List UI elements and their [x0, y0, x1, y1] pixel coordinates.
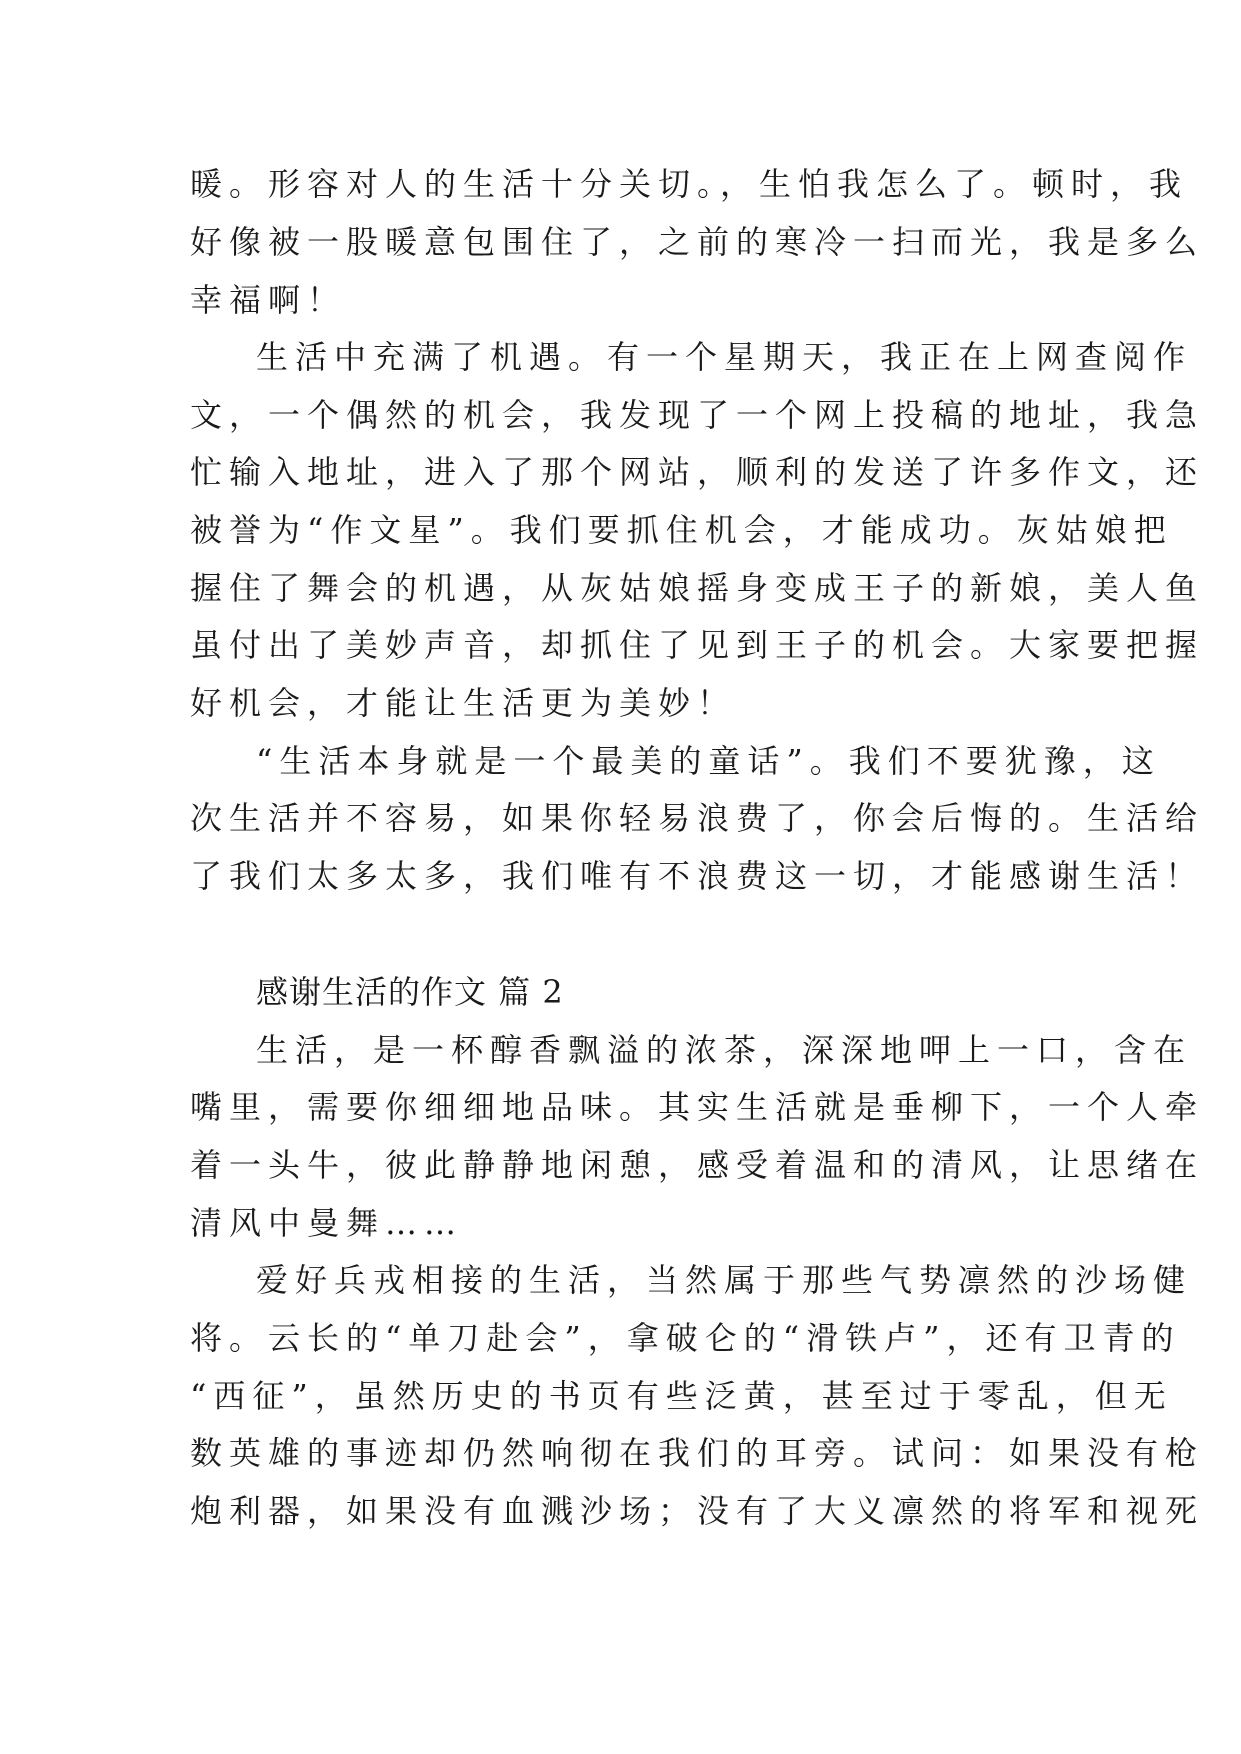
- section-heading: 感谢生活的作文 篇 2: [256, 973, 564, 1011]
- paragraph-line: 爱好兵戎相接的生活，当然属于那些气势凛然的沙场健: [256, 1261, 1193, 1299]
- paragraph-line: 着一头牛，彼此静静地闲憩，感受着温和的清风，让思绪在: [190, 1146, 1205, 1184]
- paragraph-line: 生活，是一杯醇香飘溢的浓茶，深深地呷上一口，含在: [256, 1031, 1193, 1069]
- paragraph-line: 嘴里，需要你细细地品味。其实生活就是垂柳下，一个人牵: [190, 1088, 1205, 1126]
- paragraph-line: 被誉为“作文星”。我们要抓住机会，才能成功。灰姑娘把: [190, 511, 1173, 549]
- paragraph-line: 幸福啊！: [190, 281, 347, 319]
- paragraph-line: 炮利器，如果没有血溅沙场；没有了大义凛然的将军和视死: [190, 1492, 1205, 1530]
- paragraph-line: 虽付出了美妙声音，却抓住了见到王子的机会。大家要把握: [190, 626, 1205, 664]
- paragraph-line: 好机会，才能让生活更为美妙！: [190, 684, 737, 722]
- paragraph-line: 清风中曼舞……: [190, 1204, 464, 1242]
- paragraph-line: 握住了舞会的机遇，从灰姑娘摇身变成王子的新娘，美人鱼: [190, 569, 1205, 607]
- paragraph-line: “西征”，虽然历史的书页有些泛黄，甚至过于零乱，但无: [190, 1377, 1173, 1415]
- paragraph-line: 将。云长的“单刀赴会”，拿破仑的“滑铁卢”，还有卫青的: [190, 1319, 1181, 1357]
- paragraph-line: 了我们太多太多，我们唯有不浪费这一切，才能感谢生活！: [190, 857, 1205, 895]
- paragraph-line: 忙输入地址，进入了那个网站，顺利的发送了许多作文，还: [190, 453, 1205, 491]
- paragraph-line: 数英雄的事迹却仍然响彻在我们的耳旁。试问：如果没有枪: [190, 1434, 1205, 1472]
- paragraph-line: 文，一个偶然的机会，我发现了一个网上投稿的地址，我急: [190, 396, 1205, 434]
- paragraph-line: 生活中充满了机遇。有一个星期天，我正在上网查阅作: [256, 338, 1193, 376]
- paragraph-line: 好像被一股暖意包围住了，之前的寒冷一扫而光，我是多么: [190, 223, 1205, 261]
- paragraph-line: 暖。形容对人的生活十分关切。，生怕我怎么了。顿时，我: [190, 165, 1189, 203]
- paragraph-line: “生活本身就是一个最美的童话”。我们不要犹豫，这: [256, 742, 1161, 780]
- paragraph-line: 次生活并不容易，如果你轻易浪费了，你会后悔的。生活给: [190, 799, 1205, 837]
